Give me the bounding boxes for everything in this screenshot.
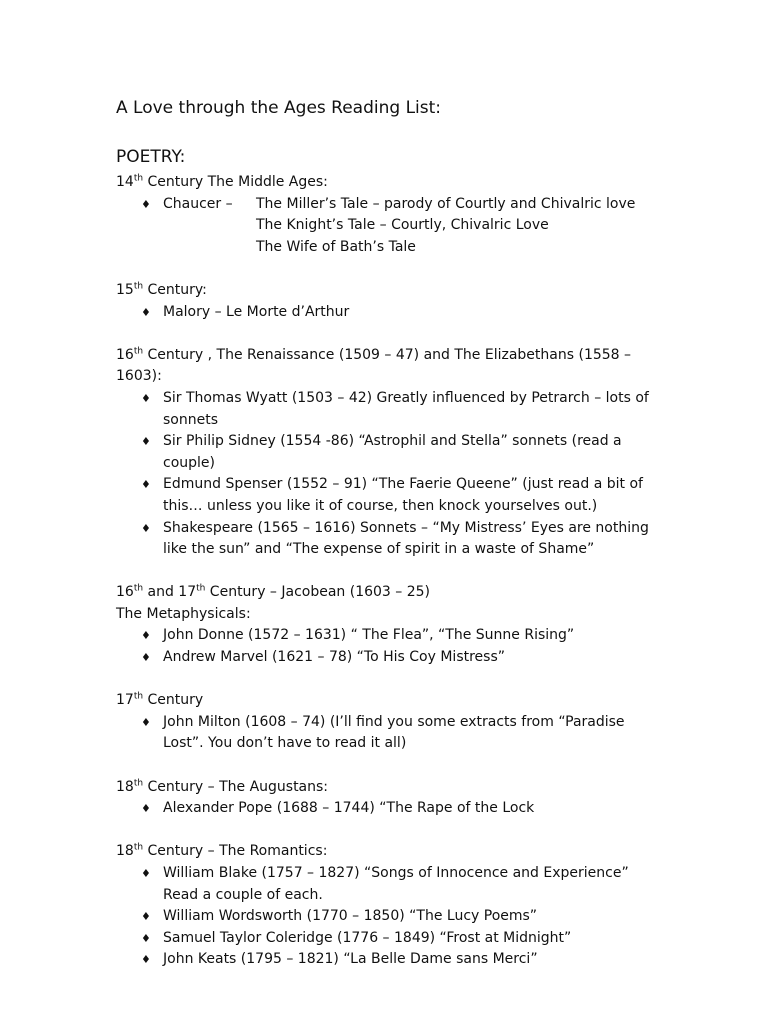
list-item: ♦ Andrew Marvel (1621 – 78) “To His Coy Mistress”: [116, 647, 656, 669]
work-title: The Knight’s Tale – Courtly, Chivalric Love: [256, 217, 549, 234]
list-item: ♦ John Milton (1608 – 74) (I’ll find you some extracts from “Paradise Lost”. You don’t have to read it all): [141, 713, 625, 752]
diamond-bullet-icon: ♦: [141, 802, 151, 816]
list-item: [116, 194, 656, 259]
list-item: ♦ William Wordsworth (1770 – 1850) “The Lucy Poems”: [116, 906, 656, 928]
work-title: The Wife of Bath’s Tale: [256, 238, 416, 255]
author-list: [116, 863, 656, 971]
author-list: [116, 798, 656, 820]
section-18th-century-augustans: [116, 777, 656, 820]
section-header: 14th Century The Middle Ages:: [116, 173, 328, 190]
author-name: Chaucer –: [163, 195, 233, 212]
list-item: ♦ Malory – Le Morte d’Arthur: [116, 302, 656, 324]
section-header: 16th and 17th Century – Jacobean (1603 – 25): [116, 583, 431, 601]
section-16th-century: [116, 345, 656, 561]
diamond-bullet-icon: ♦: [141, 651, 151, 665]
section-header: 16th Century , The Renaissance (1509 – 47) and The Elizabethans (1558 – 1603):: [116, 346, 632, 385]
diamond-bullet-icon: ♦: [141, 910, 151, 924]
diamond-bullet-icon: ♦: [141, 715, 151, 729]
section-header: 18th Century – The Romantics:: [116, 842, 328, 860]
list-item: ♦ John Keats (1795 – 1821) “La Belle Dame sans Merci”: [116, 949, 656, 971]
reading-list: [116, 144, 656, 971]
section-header: 18th Century – The Augustans:: [116, 777, 329, 795]
page-title: A Love through the Ages Reading List:: [116, 98, 442, 118]
diamond-bullet-icon: ♦: [141, 391, 151, 405]
section-18th-century-romantics: [116, 841, 656, 971]
list-item: ♦ John Donne (1572 – 1631) “ The Flea”, “The Sunne Rising”: [116, 625, 656, 647]
author-list: [116, 194, 656, 259]
author-list: [116, 302, 656, 324]
list-item: ♦ Samuel Taylor Coleridge (1776 – 1849) “Frost at Midnight”: [116, 928, 656, 950]
diamond-bullet-icon: ♦: [141, 197, 151, 211]
diamond-bullet-icon: ♦: [141, 435, 151, 449]
section-14th-century: [116, 172, 656, 258]
author-list: [116, 388, 656, 561]
work-list: [256, 194, 656, 259]
author-list: [116, 625, 656, 668]
diamond-bullet-icon: ♦: [141, 478, 151, 492]
section-16th-17th-century: [116, 582, 656, 668]
diamond-bullet-icon: ♦: [141, 953, 151, 967]
diamond-bullet-icon: ♦: [141, 305, 151, 319]
diamond-bullet-icon: ♦: [141, 521, 151, 535]
section-header: 15th Century:: [116, 281, 207, 298]
diamond-bullet-icon: ♦: [141, 931, 151, 945]
diamond-bullet-icon: ♦: [141, 629, 151, 643]
author-list: [116, 712, 656, 755]
work-title: The Miller’s Tale – parody of Courtly and Chivalric love: [256, 195, 636, 212]
section-15th-century: [116, 280, 656, 323]
list-item: ♦ William Blake (1757 – 1827) “Songs of Innocence and Experience” Read a couple of each.: [141, 865, 629, 903]
section-17th-century: [116, 690, 656, 755]
list-item: ♦ Alexander Pope (1688 – 1744) “The Rape of the Lock: [116, 798, 656, 820]
list-item: ♦ Sir Thomas Wyatt (1503 – 42) Greatly influenced by Petrarch – lots of sonnets: [141, 389, 649, 428]
list-item: ♦ Shakespeare (1565 – 1616) Sonnets – “My Mistress’ Eyes are nothing like the sun” and “The expense of spirit in a waste of Shame”: [141, 519, 649, 558]
diamond-bullet-icon: ♦: [141, 867, 151, 880]
section-subheader: The Metaphysicals:: [116, 605, 251, 622]
list-item: ♦ Edmund Spenser (1552 – 91) “The Faerie Queene” (just read a bit of this… unless you like it of course, then knock yourselves out.): [141, 476, 643, 514]
list-item: ♦ Sir Philip Sidney (1554 -86) “Astrophil and Stella” sonnets (read a couple): [141, 433, 622, 471]
section-header: 17th Century: [116, 691, 204, 709]
poetry-heading: POETRY:: [116, 147, 186, 167]
